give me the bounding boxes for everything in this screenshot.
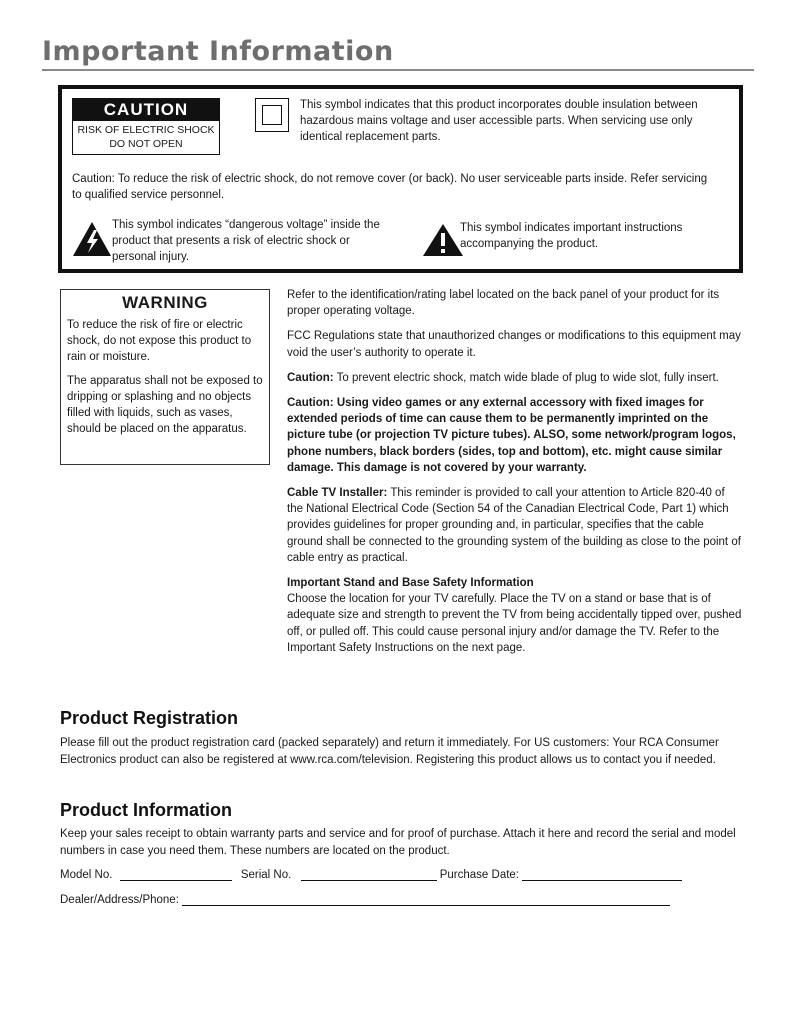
warning-box: [60, 289, 270, 465]
dealer-field[interactable]: [182, 893, 670, 906]
product-information-heading: Product Information: [60, 800, 232, 820]
stand-safety-text: Choose the location for your TV carefully. Place the TV on a stand or base that is of adequate size and strength to prevent the TV from being accidentally tipped over, pushed off, or pulled off. This could cause personal injury and/or damage the TV. Refer to the Important Safety Instructions on the next page.: [287, 593, 742, 654]
cable-installer-paragraph: [287, 485, 742, 566]
model-number-label: Model No.: [60, 869, 113, 881]
cable-installer-text: This reminder is provided to call your attention to Article 820-40 of the National Electrical Code (Section 54 of the Canadian Electrical Code, Part 1) which provides guidelines for proper grounding and, in particular, specifies that the cable ground shall be connected to the grounding system of the building as close to the point of cable entry as practical.: [287, 487, 741, 564]
caution-label-line1: RISK OF ELECTRIC SHOCK: [77, 124, 215, 136]
safety-info-column: [287, 287, 742, 665]
double-insulation-icon: [255, 98, 289, 132]
rating-label-paragraph: Refer to the identification/rating label located on the back panel of your product for its proper operating voltage.: [287, 289, 720, 318]
page-title: Important Information: [42, 36, 394, 67]
serial-number-field[interactable]: [301, 868, 437, 881]
burn-in-caution-text: Using video games or any external accessory with fixed images for extended periods of time can cause them to be permanently imprinted on the picture tube (or projection TV picture tubes). ALSO, some network/program logos, phone numbers, black borders (sides, top and bottom), etc. might cause similar damage. This damage is not covered by your warranty.: [287, 397, 736, 474]
purchase-date-field[interactable]: [522, 868, 682, 881]
caution-label: [72, 98, 220, 155]
stand-safety-title: Important Stand and Base Safety Information: [287, 577, 534, 590]
caution-label-title: CAUTION: [73, 99, 219, 121]
product-registration-heading: Product Registration: [60, 708, 239, 728]
plug-caution-text: To prevent electric shock, match wide blade of plug to wide slot, fully insert.: [333, 371, 719, 384]
warning-title: WARNING: [122, 293, 208, 312]
product-information-text: Keep your sales receipt to obtain warranty parts and service and for proof of purchase. Attach it here and record the serial and model numbers in case you need them. These numbers are located on the product.: [60, 828, 736, 857]
warning-paragraph-1: To reduce the risk of fire or electric shock, do not expose this product to rain or moisture.: [67, 319, 252, 363]
dealer-record-row: [60, 893, 670, 909]
stand-safety-paragraph: [287, 575, 742, 656]
plug-caution-label: Caution:: [287, 371, 334, 384]
voltage-symbol-text: This symbol indicates “dangerous voltage” inside the product that presents a risk of electric shock or personal injury.: [112, 219, 380, 263]
serial-number-label: Serial No.: [240, 869, 292, 881]
burn-in-caution-paragraph: [287, 395, 742, 476]
dealer-label: Dealer/Address/Phone:: [60, 894, 179, 906]
lightning-bolt-icon: [72, 221, 112, 257]
plug-caution-paragraph: [287, 370, 742, 386]
caution-label-line2: DO NOT OPEN: [109, 138, 183, 150]
double-insulation-text: This symbol indicates that this product incorporates double insulation between hazardous mains voltage and user accessible parts. When servicing use only identical replacement parts.: [300, 99, 698, 143]
model-number-field[interactable]: [120, 868, 232, 881]
warning-paragraph-2: The apparatus shall not be exposed to dripping or splashing and no objects filled with liquids, such as vases, should be placed on the apparatus.: [67, 375, 263, 435]
product-registration-text: Please fill out the product registration card (packed separately) and return it immediately. For US customers: Your RCA Consumer Electronics product can also be registered at www.rca.com/television. Registering this product allows us to contact you if needed.: [60, 737, 719, 766]
fcc-paragraph: FCC Regulations state that unauthorized changes or modifications to this equipment may void the user’s authority to operate it.: [287, 330, 741, 359]
cable-installer-label: Cable TV Installer:: [287, 487, 388, 500]
purchase-date-label: Purchase Date:: [439, 869, 519, 881]
exclamation-triangle-icon: [422, 223, 464, 257]
instructions-symbol-text: This symbol indicates important instructions accompanying the product.: [460, 222, 683, 250]
caution-box: [58, 85, 743, 273]
product-record-row: [60, 868, 682, 884]
caution-body-text: Caution: To reduce the risk of electric shock, do not remove cover (or back). No user serviceable parts inside. Refer servicing to qualified service personnel.: [72, 173, 708, 201]
title-divider: [42, 69, 754, 71]
burn-in-caution-label: Caution:: [287, 397, 334, 410]
